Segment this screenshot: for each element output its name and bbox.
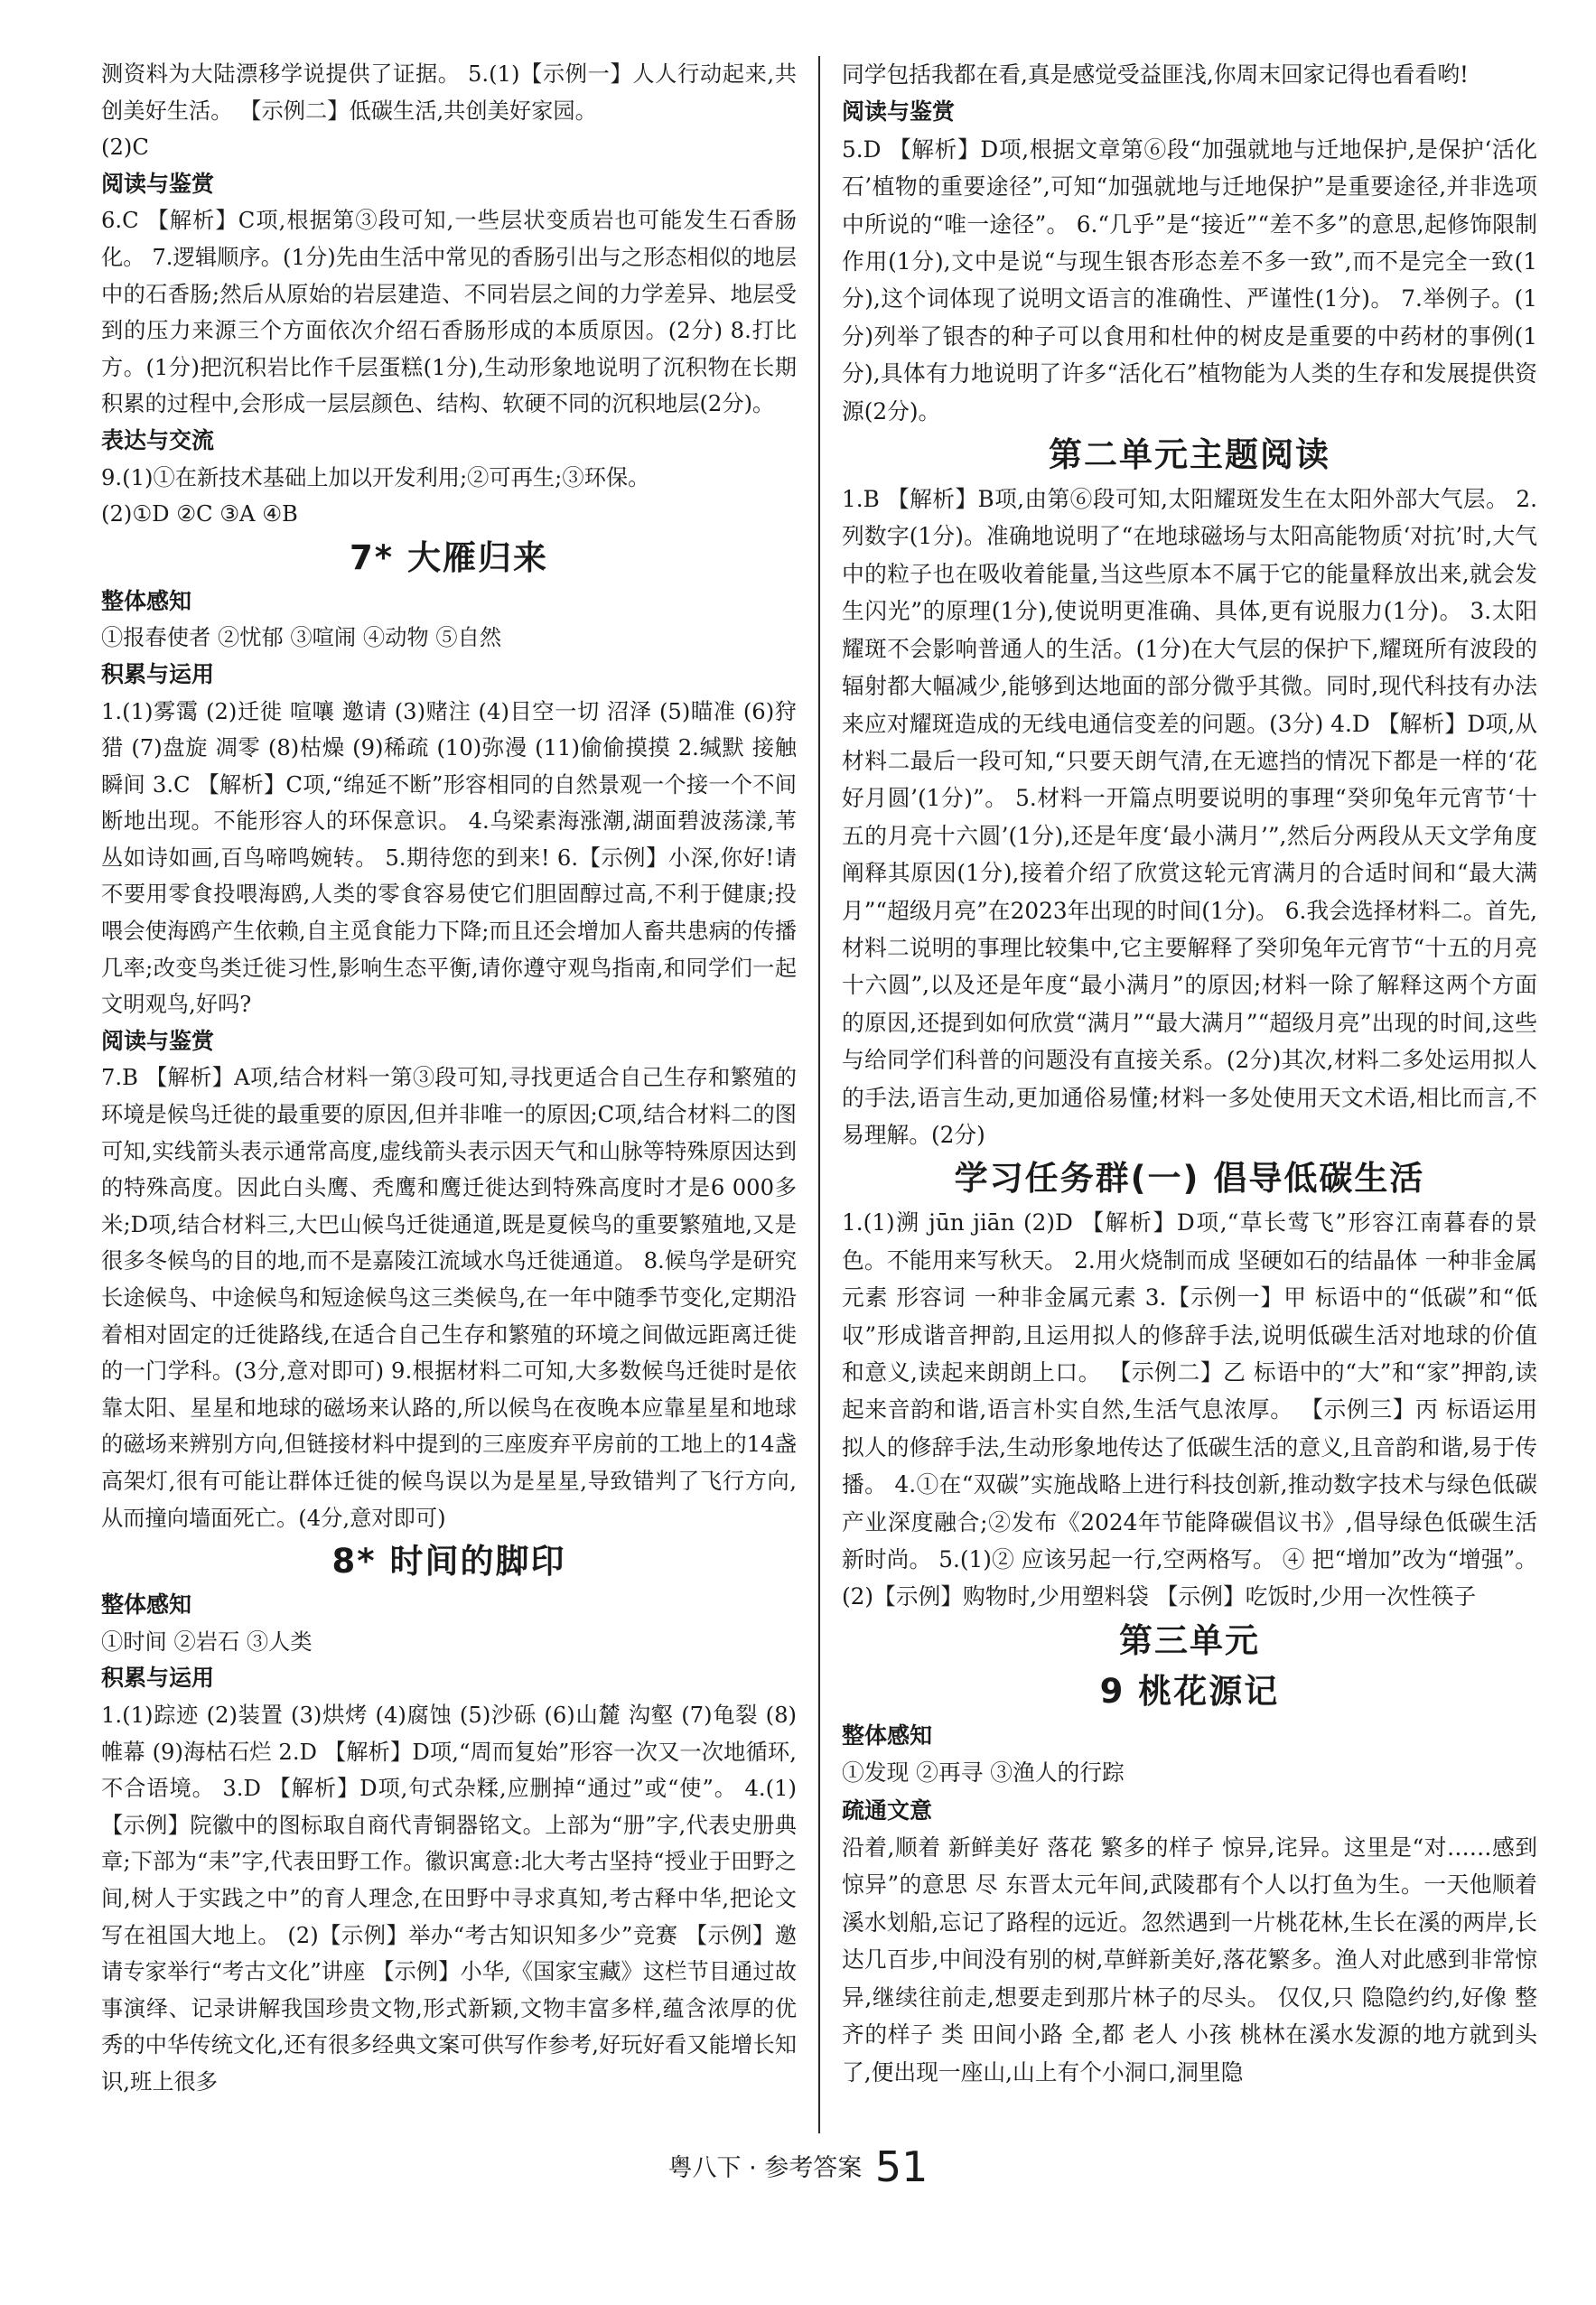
section-heading: 积累与运用 [101, 660, 215, 687]
answer-paragraph: 1.(1)踪迹 (2)装置 (3)烘烤 (4)腐蚀 (5)沙砾 (6)山麓 沟壑 (7)龟裂 (8)帷幕 (9)海枯石烂 2.D 【解析】D项,“周而复始”形容一次又一次地循环,不合语境。 3.D 【解析】D项,句式杂糅,应删掉“通过”或“使”。 4.(1)【示例】院徽中的图标取自商代青铜器铭文。上部为“册”字,代表史册典章;下部为“耒”字,代表田野工作。徽识寓意:北大考古坚持“授业于田野之间,树人于实践之中”的育人理念,在田野中寻求真知,考古释中华,把论文写在祖国大地上。 (2)【示例】举办“考古知识知多少”竞赛 【示例】邀请专家举行“考古文化”讲座 【示例】小华,《国家宝藏》这栏节目通过故事演绎、记录讲解我国珍贵文物,形式新颖,文物丰富多样,蕴含浓厚的优秀的中华传统文化,还有很多经典文案可供写作参考,好玩好看又能增长知识,班上很多 [101, 1701, 797, 2095]
section-heading: 整体感知 [101, 587, 192, 614]
answer-paragraph: ①时间 ②岩石 ③人类 [101, 1628, 313, 1655]
answer-paragraph: (2)C [101, 134, 149, 161]
right-column [842, 56, 1537, 2091]
page-number: 51 [874, 2142, 929, 2191]
lesson-title: 9 桃花源记 [1099, 1671, 1280, 1711]
section-heading: 整体感知 [101, 1591, 192, 1619]
page-footer [0, 2142, 1596, 2191]
answer-paragraph: 1.(1)雾霭 (2)迁徙 喧嚷 邀请 (3)赌注 (4)目空一切 沼泽 (5)瞄准 (6)狩猎 (7)盘旋 凋零 (8)枯燥 (9)稀疏 (10)弥漫 (11)偷偷摸摸 2.缄默 接触 瞬间 3.C 【解析】C项,“绵延不断”形容相同的自然景观一个接一个不间断地出现。不能形容人的环保意识。 4.乌梁素海涨潮,湖面碧波荡漾,苇丛如诗如画,百鸟啼鸣婉转。 5.期待您的到来! 6.【示例】小深,你好!请不要用零食投喂海鸥,人类的零食容易使它们胆固醇过高,不利于健康;投喂会使海鸥产生依赖,自主觅食能力下降;而且还会增加人畜共患病的传播几率;改变鸟类迁徙习性,影响生态平衡,请你遵守观鸟指南,和同学们一起文明观鸟,好吗? [101, 697, 797, 1018]
answer-paragraph: 9.(1)①在新技术基础上加以开发利用;②可再生;③环保。 [101, 463, 650, 490]
lesson-title: 第三单元 [1119, 1620, 1260, 1660]
answer-paragraph: (2)①D ②C ③A ④B [101, 500, 298, 527]
column-divider [818, 56, 820, 2133]
answer-paragraph: 7.B 【解析】A项,结合材料一第③段可知,寻找更适合自己生存和繁殖的环境是候鸟迁徙的最重要的原因,但并非唯一的原因;C项,结合材料二的图可知,实线箭头表示通常高度,虚线箭头表示因天气和山脉等特殊原因达到的特殊高度。因此白头鹰、秃鹰和鹰迁徙达到特殊高度时才是6 000多米;D项,结合材料三,大巴山候鸟迁徙通道,既是夏候鸟的重要繁殖地,又是很多冬候鸟的目的地,而不是嘉陵江流域水鸟迁徙通道。 8.候鸟学是研究长途候鸟、中途候鸟和短途候鸟这三类候鸟,在一年中随季节变化,定期沿着相对固定的迁徙路线,在适合自己生存和繁殖的环境之间做远距离迁徙的一门学科。(3分,意对即可) 9.根据材料二可知,大多数候鸟迁徙时是依靠太阳、星星和地球的磁场来认路的,所以候鸟在夜晚本应靠星星和地球的磁场来辨别方向,但链接材料中提到的三座废弃平房前的工地上的14盏高架灯,很有可能让群体迁徙的候鸟误以为是星星,导致错判了飞行方向,从而撞向墙面死亡。(4分,意对即可) [101, 1064, 797, 1531]
section-heading: 表达与交流 [101, 426, 215, 453]
section-heading: 阅读与鉴赏 [101, 170, 215, 197]
answer-paragraph: 同学包括我都在看,真是感觉受益匪浅,你周末回家记得也看看哟! [842, 61, 1469, 88]
answer-paragraph: 5.D 【解析】D项,根据文章第⑥段“加强就地与迁地保护,是保护‘活化石’植物的重要途径”,可知“加强就地与迁地保护”是重要途径,并非选项中所说的“唯一途径”。 6.“几乎”是“接近”“差不多”的意思,起修饰限制作用(1分),文中是说“与现生银杏形态差不多一致”,而不是完全一致(1分),这个词体现了说明文语言的准确性、严谨性(1分)。 7.举例子。(1分)列举了银杏的种子可以食用和杜仲的树皮是重要的中药材的事例(1分),具体有力地说明了许多“活化石”植物能为人类的生存和发展提供资源(2分)。 [842, 135, 1537, 425]
section-heading: 阅读与鉴赏 [842, 98, 956, 126]
lesson-title: 7* 大雁归来 [350, 537, 548, 577]
answer-paragraph: ①发现 ②再寻 ③渔人的行踪 [842, 1759, 1125, 1787]
section-heading: 疏通文意 [842, 1796, 933, 1824]
answer-paragraph: ①报春使者 ②忧郁 ③喧闹 ④动物 ⑤自然 [101, 624, 502, 651]
answer-paragraph: 测资料为大陆漂移学说提供了证据。 5.(1)【示例一】人人行动起来,共创美好生活。 【示例二】低碳生活,共创美好家园。 [101, 61, 797, 124]
section-heading: 积累与运用 [101, 1665, 215, 1692]
footer-label: 粤八下 · 参考答案 [667, 2154, 863, 2182]
answer-paragraph: 1.(1)溯 jūn jiān (2)D 【解析】D项,“草长莺飞”形容江南暮春的景色。不能用来写秋天。 2.用火烧制而成 坚硬如石的结晶体 一种非金属元素 形容词 一种非金属元素 3.【示例一】甲 标语中的“低碳”和“低収”形成谐音押韵,且运用拟人的修辞手法,说明低碳生活对地球的价值和意义,读起来朗朗上口。 【示例二】乙 标语中的“大”和“家”押韵,读起来音韵和谐,语言朴实自然,生活气息浓厚。 【示例三】丙 标语运用拟人的修辞手法,生动形象地传达了低碳生活的意义,且音韵和谐,易于传播。 4.①在“双碳”实施战略上进行科技创新,推动数字技术与绿色低碳产业深度融合;②发布《2024年节能降碳倡议书》,倡导绿色低碳生活新时尚。 5.(1)② 应该另起一行,空两格写。 ④ 把“增加”改为“增强”。 (2)【示例】购物时,少用塑料袋 【示例】吃饭时,少用一次性筷子 [842, 1209, 1537, 1610]
answer-paragraph: 6.C 【解析】C项,根据第③段可知,一些层状变质岩也可能发生石香肠化。 7.逻辑顺序。(1分)先由生活中常见的香肠引出与之形态相似的地层中的石香肠;然后从原始的岩层建造、不同岩层之间的力学差异、地层受到的压力来源三个方面依次介绍石香肠形成的本质原因。(2分) 8.打比方。(1分)把沉积岩比作千层蛋糕(1分),生动形象地说明了沉积物在长期积累的过程中,会形成一层层颜色、结构、软硬不同的沉积地层(2分)。 [101, 207, 797, 417]
section-heading: 阅读与鉴赏 [101, 1027, 215, 1054]
answer-paragraph: 1.B 【解析】B项,由第⑥段可知,太阳耀斑发生在太阳外部大气层。 2.列数字(1分)。准确地说明了“在地球磁场与太阳高能物质‘对抗’时,大气中的粒子也在吸收着能量,当这些原本不属于它的能量释放出来,就会发生闪光”的原理(1分),使说明更准确、具体,更有说服力(1分)。 3.太阳耀斑不会影响普通人的生活。(1分)在大气层的保护下,耀斑所有波段的辐射都大幅减少,能够到达地面的部分微乎其微。同时,现代科技有办法来应对耀斑造成的无线电通信变差的问题。(3分) 4.D 【解析】D项,从材料二最后一段可知,“只要天朗气清,在无遮挡的情况下都是一样的‘花好月圆’(1分)”。 5.材料一开篇点明要说明的事理“癸卯兔年元宵节‘十五的月亮十六圆’(1分),还是年度‘最小满月’”,然后分两段从天文学角度阐释其原因(1分),接着介绍了欣赏这轮元宵满月的合适时间和“最大满月”“超级月亮”在2023年出现的时间(1分)。 6.我会选择材料二。首先,材料二说明的事理比较集中,它主要解释了癸卯兔年元宵节“十五的月亮十六圆”,以及还是年度“最小满月”的原因;材料一除了解释这两个方面的原因,还提到如何欣赏“满月”“最大满月”“超级月亮”出现的时间,这些与给同学们科普的问题没有直接关系。(2分)其次,材料二多处运用拟人的手法,语言生动,更加通俗易懂;材料一多处使用天文术语,相比而言,不易理解。(2分) [842, 486, 1537, 1148]
left-column [101, 56, 797, 2100]
answer-paragraph: 沿着,顺着 新鲜美好 落花 繁多的样子 惊异,诧异。这里是“对……感到惊异”的意思 尽 东晋太元年间,武陵郡有个人以打鱼为生。一天他顺着溪水划船,忘记了路程的远近。忽然遇到一片桃花林,生长在溪的两岸,长达几百步,中间没有别的树,草鲜新美好,落花繁多。渔人对此感到非常惊异,继续往前走,想要走到那片林子的尽头。 仅仅,只 隐隐约约,好像 整齐的样子 类 田间小路 全,都 老人 小孩 桃林在溪水发源的地方就到头了,便出现一座山,山上有个小洞口,洞里隐 [842, 1834, 1537, 2086]
lesson-title: 8* 时间的脚印 [331, 1542, 566, 1582]
section-heading: 整体感知 [842, 1722, 933, 1749]
lesson-title: 学习任务群(一) 倡导低碳生活 [954, 1159, 1425, 1199]
lesson-title: 第二单元主题阅读 [1049, 435, 1330, 475]
